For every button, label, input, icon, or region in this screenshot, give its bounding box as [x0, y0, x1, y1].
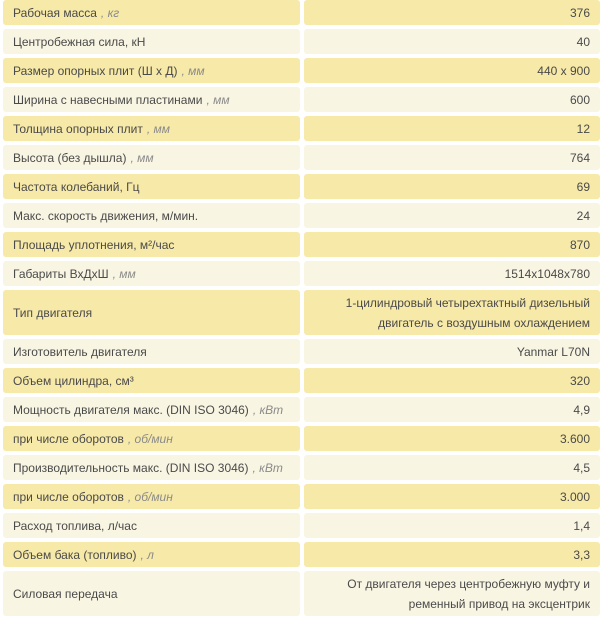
spec-label: при числе оборотов , об/мин	[3, 484, 300, 509]
unit-label: , об/мин	[127, 431, 173, 446]
unit-label: , мм	[206, 92, 230, 107]
spec-label: Объем цилиндра, см³	[3, 368, 300, 393]
spec-label: Центробежная сила, кН	[3, 29, 300, 54]
spec-value: 600	[304, 87, 600, 112]
unit-label: , мм	[181, 63, 205, 78]
table-row	[0, 484, 600, 509]
spec-label: Площадь уплотнения, м²/час	[3, 232, 300, 257]
spec-label: при числе оборотов , об/мин	[3, 426, 300, 451]
table-row	[0, 145, 600, 170]
table-row	[0, 0, 600, 25]
unit-label: , кВт	[252, 460, 283, 475]
table-row	[0, 455, 600, 480]
spec-label: Высота (без дышла) , мм	[3, 145, 300, 170]
spec-value: Yanmar L70N	[304, 339, 600, 364]
spec-value: 4,9	[304, 397, 600, 422]
spec-value: 1-цилиндровый четырехтактный дизельный двигатель с воздушным охлаждением	[304, 290, 600, 335]
table-row	[0, 58, 600, 83]
spec-value: 3.600	[304, 426, 600, 451]
spec-value: 12	[304, 116, 600, 141]
spec-value: 3.000	[304, 484, 600, 509]
spec-label: Толщина опорных плит , мм	[3, 116, 300, 141]
unit-label: , мм	[112, 266, 136, 281]
unit-label: , кВт	[252, 402, 284, 417]
table-row	[0, 87, 600, 112]
spec-value: 40	[304, 29, 600, 54]
spec-label: Изготовитель двигателя	[3, 339, 300, 364]
spec-label: Габариты ВхДхШ , мм	[3, 261, 300, 286]
spec-value: От двигателя через центробежную муфту и ременный привод на эксцентрик	[304, 571, 600, 616]
table-row	[0, 174, 600, 199]
unit-label: , мм	[146, 121, 170, 136]
table-row	[0, 426, 600, 451]
table-row	[0, 116, 600, 141]
spec-value: 870	[304, 232, 600, 257]
table-row	[0, 29, 600, 54]
spec-label: Макс. скорость движения, м/мин.	[3, 203, 300, 228]
spec-value: 764	[304, 145, 600, 170]
unit-label: , об/мин	[127, 489, 173, 504]
table-row	[0, 261, 600, 286]
spec-label: Мощность двигателя макс. (DIN ISO 3046) , кВт	[3, 397, 300, 422]
spec-value: 24	[304, 203, 600, 228]
table-row	[0, 232, 600, 257]
spec-value: 69	[304, 174, 600, 199]
table-row	[0, 513, 600, 538]
spec-label: Ширина с навесными пластинами , мм	[3, 87, 300, 112]
spec-value: 1,4	[304, 513, 600, 538]
spec-label: Размер опорных плит (Ш х Д) , мм	[3, 58, 300, 83]
spec-label: Производительность макс. (DIN ISO 3046) , кВт	[3, 455, 300, 480]
spec-label: Объем бака (топливо) , л	[3, 542, 300, 567]
table-row	[0, 290, 600, 335]
table-row	[0, 368, 600, 393]
spec-label: Тип двигателя	[3, 290, 300, 335]
spec-value: 4,5	[304, 455, 600, 480]
spec-label: Частота колебаний, Гц	[3, 174, 300, 199]
unit-label: , кг	[100, 5, 120, 20]
spec-label: Рабочая масса , кг	[3, 0, 300, 25]
table-row	[0, 397, 600, 422]
spec-label: Расход топлива, л/час	[3, 513, 300, 538]
table-row	[0, 571, 600, 616]
unit-label: , л	[140, 547, 154, 562]
spec-value: 376	[304, 0, 600, 25]
table-row	[0, 339, 600, 364]
spec-value: 1514x1048x780	[304, 261, 600, 286]
spec-value: 440 x 900	[304, 58, 600, 83]
spec-label: Силовая передача	[3, 571, 300, 616]
spec-value: 320	[304, 368, 600, 393]
table-row	[0, 542, 600, 567]
table-row	[0, 203, 600, 228]
spec-value: 3,3	[304, 542, 600, 567]
unit-label: , мм	[130, 150, 154, 165]
